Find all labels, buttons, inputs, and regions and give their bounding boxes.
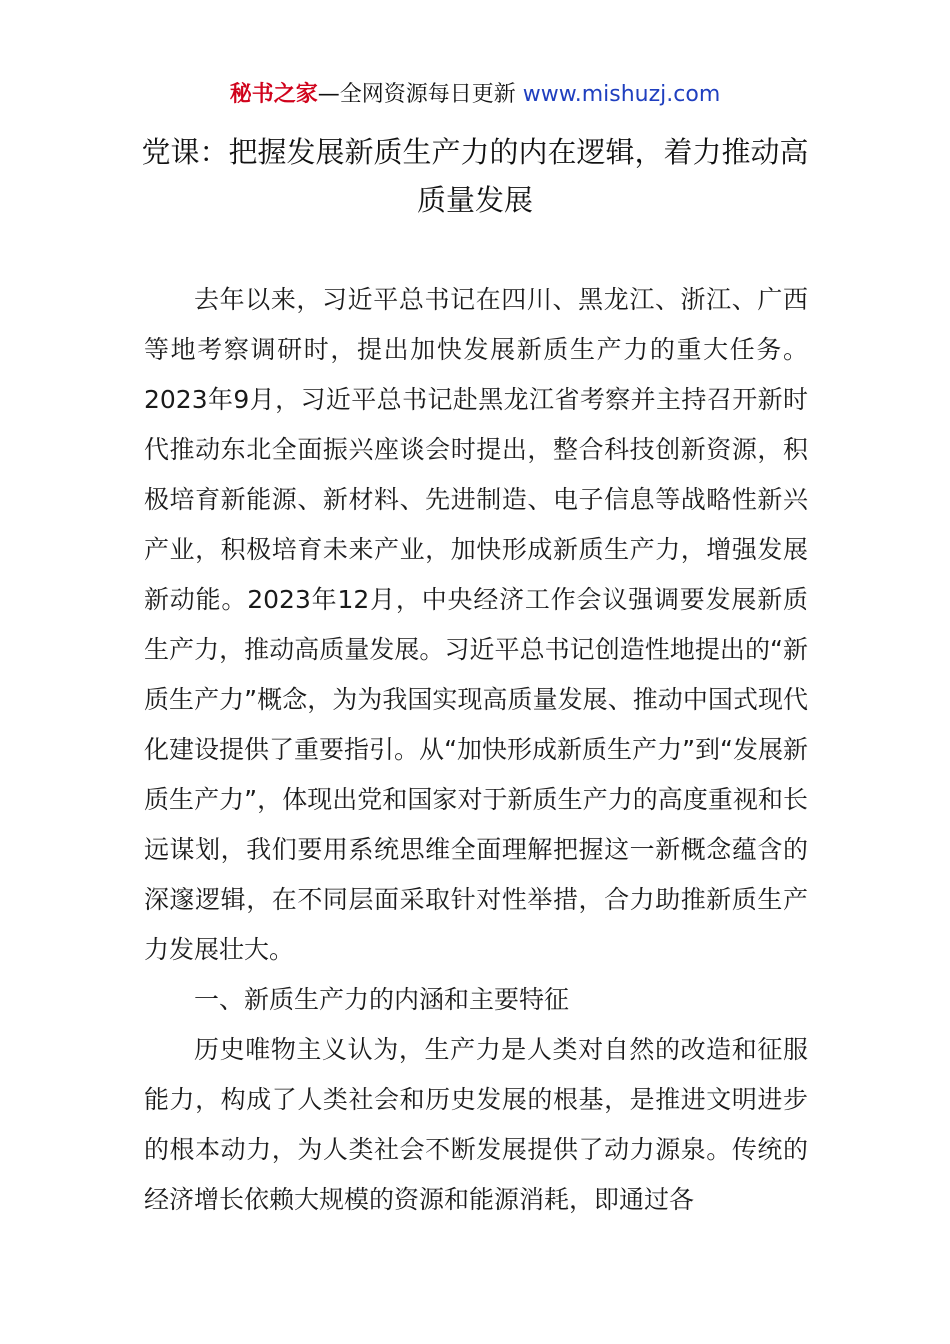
- site-brand: 秘书之家: [229, 82, 318, 107]
- paragraph-section-one: 历史唯物主义认为，生产力是人类对自然的改造和征服能力，构成了人类社会和历史发展的根基，是推进文明进步的根本动力，为人类社会不断发展提供了动力源泉。传统的经济增长依赖大规模的资源和能源消耗，即通过各: [144, 1035, 808, 1214]
- paragraph-intro: 去年以来，习近平总书记在四川、黑龙江、浙江、广西等地考察调研时，提出加快发展新质生产力的重大任务。2023年9月，习近平总书记赴黑龙江省考察并主持召开新时代推动东北全面振兴座谈会时提出，整合科技创新资源，积极培育新能源、新材料、先进制造、电子信息等战略性新兴产业，积极培育未来产业，加快形成新质生产力，增强发展新动能。2023年12月，中央经济工作会议强调要发展新质生产力，推动高质量发展。习近平总书记创造性地提出的“新质生产力”概念，为为我国实现高质量发展、推动中国式现代化建设提供了重要指引。从“加快形成新质生产力”到“发展新质生产力”，体现出党和国家对于新质生产力的高度重视和长远谋划，我们要用系统思维全面理解把握这一新概念蕴含的深邃逻辑，在不同层面采取针对性举措，合力助推新质生产力发展壮大。: [144, 285, 808, 964]
- document-title: 党课：把握发展新质生产力的内在逻辑，着力推动高质量发展: [141, 135, 809, 217]
- site-slogan: —全网资源每日更新: [317, 82, 523, 107]
- section-heading: 一、新质生产力的内涵和主要特征: [194, 985, 570, 1014]
- site-header: [0, 80, 950, 110]
- site-url-link[interactable]: www.mishuzj.com: [522, 82, 721, 107]
- document-body: [144, 275, 808, 1225]
